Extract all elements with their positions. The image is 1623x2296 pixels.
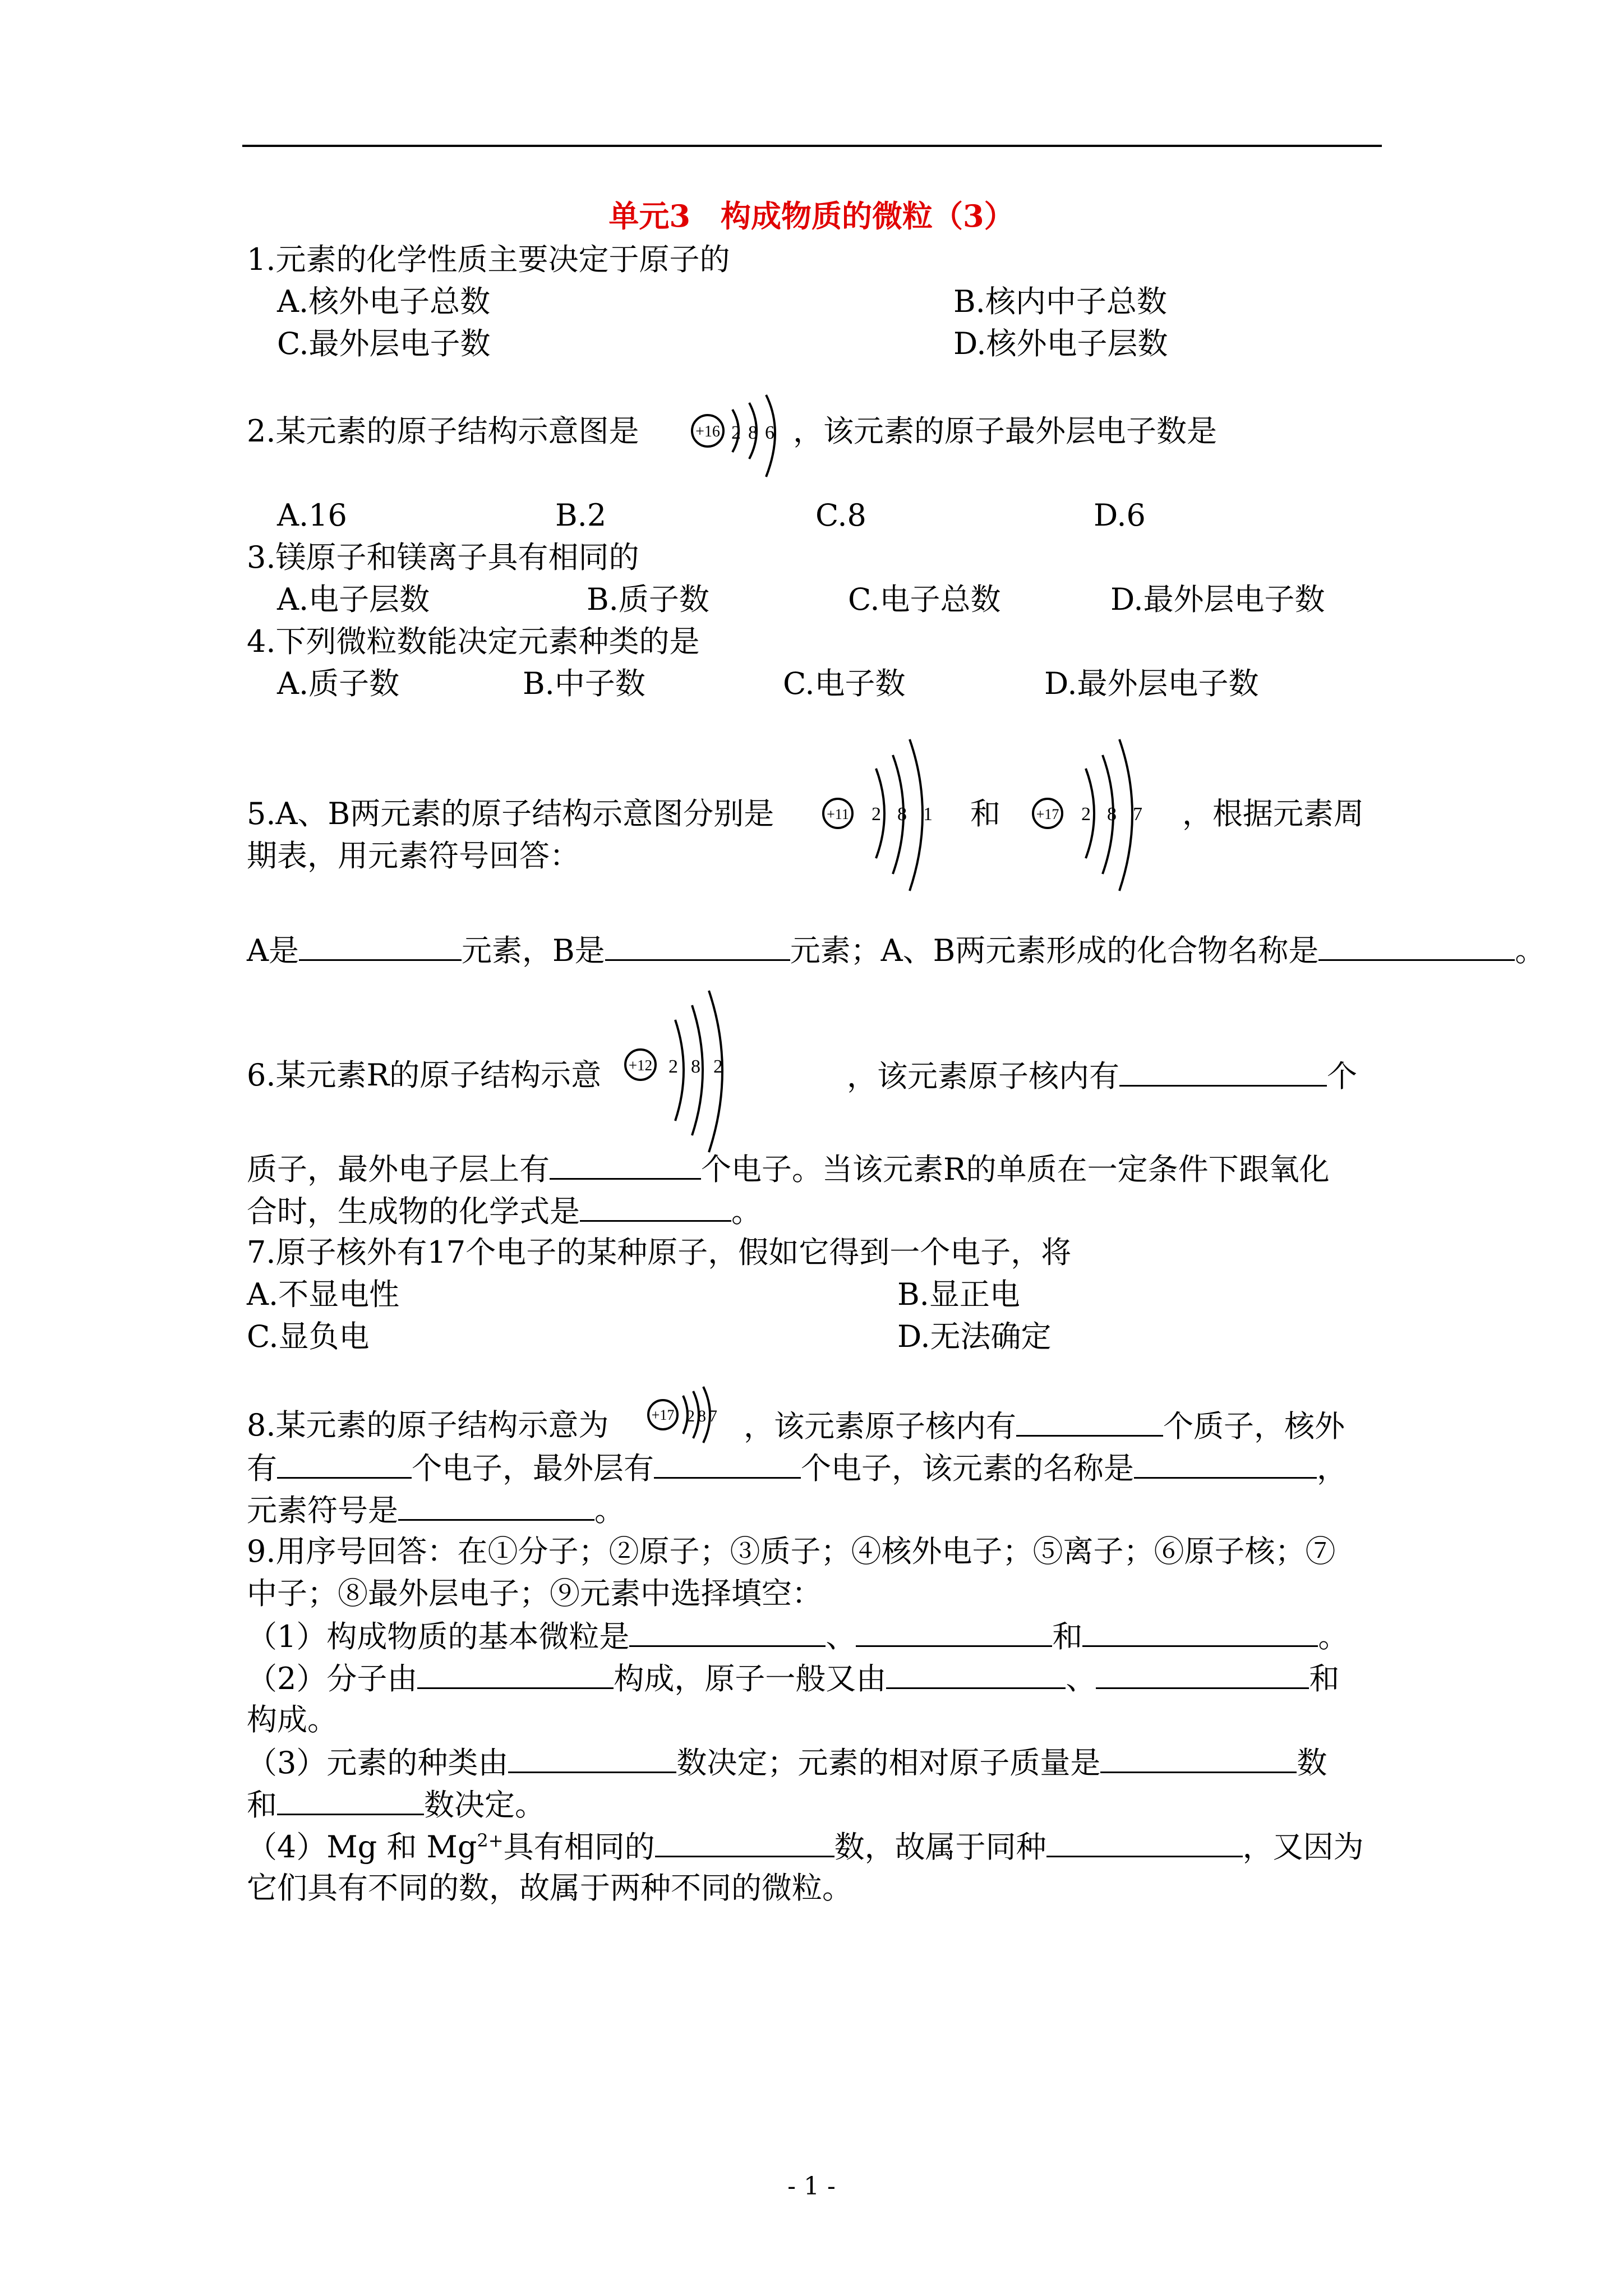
q9-stem-line1: 9.用序号回答：在①分子；②原子；③质子；④核外电子；⑤离子；⑥原子核；⑦	[247, 1534, 1336, 1569]
q9-sub4	[247, 1828, 1364, 1866]
q6-line2	[247, 1150, 1330, 1188]
q5a-shell-3: 1	[923, 804, 933, 825]
q5a-nucleus-label: +11	[827, 806, 849, 822]
q9-sub2-end: 和	[1309, 1661, 1340, 1696]
q7-option-d: D.无法确定	[897, 1319, 1052, 1354]
q9-sub4-text-1: （4）Mg 和 Mg	[247, 1829, 477, 1865]
q4-option-d: D.最外层电子数	[1044, 666, 1259, 701]
q9-sub1-blank-2[interactable]	[856, 1617, 1052, 1647]
q8-stem-middle	[744, 1407, 1345, 1445]
q5-blank-compound[interactable]	[1318, 931, 1515, 961]
q9-sub2-line2: 构成。	[247, 1702, 338, 1737]
q6-line2-text-1: 质子，最外电子层上有	[247, 1152, 550, 1187]
page-title: 单元3 构成物质的微粒（3）	[608, 198, 1015, 234]
q8-line3	[247, 1491, 625, 1529]
q8-shell-2: 8	[698, 1407, 706, 1425]
q8-shell-1: 2	[686, 1407, 695, 1425]
q1-stem: 1.元素的化学性质主要决定于原子的	[247, 242, 730, 277]
q5a-shell-2: 8	[897, 804, 907, 825]
page-number: - 1 -	[787, 2172, 836, 2201]
q5a-shell-1: 2	[872, 804, 881, 825]
q9-sub1-text: （1）构成物质的基本微粒是	[247, 1619, 630, 1654]
q7-stem: 7.原子核外有17个电子的某种原子，假如它得到一个电子，将	[247, 1235, 1072, 1270]
q1-option-c: C.最外层电子数	[277, 326, 491, 361]
q7-option-b: B.显正电	[897, 1277, 1020, 1312]
q5-atom-diagram-b	[1030, 735, 1159, 898]
q6-line2-text-2: 个电子。当该元素R的单质在一定条件下跟氧化	[701, 1152, 1330, 1187]
q9-sub4-text-3: 数，故属于同种	[834, 1829, 1046, 1865]
q8-blank-protons[interactable]	[1016, 1407, 1163, 1437]
header-rule	[242, 145, 1382, 147]
q5-answer-line	[247, 931, 1545, 969]
q6-blank-outer-electrons[interactable]	[550, 1150, 701, 1180]
q3-stem: 3.镁原子和镁离子具有相同的	[247, 540, 639, 575]
q6-stem-unit: 个	[1327, 1059, 1357, 1094]
q6-line3-text-1: 合时，生成物的化学式是	[247, 1194, 580, 1229]
q3-option-d: D.最外层电子数	[1110, 582, 1325, 617]
q2-option-b: B.2	[555, 498, 607, 533]
q9-sub2	[247, 1659, 1339, 1697]
q9-sub4-blank-2[interactable]	[1046, 1828, 1243, 1857]
q6-nucleus-label: +12	[628, 1057, 653, 1074]
q5-blank-a[interactable]	[299, 931, 462, 961]
q3-option-b: B.质子数	[587, 582, 709, 617]
q8-line2-text-4: ，	[1317, 1451, 1347, 1486]
q5b-shell-1: 2	[1081, 804, 1091, 825]
q9-sub3-line2	[247, 1786, 545, 1824]
q8-blank-outer-electrons[interactable]	[654, 1449, 801, 1479]
q6-line3-text-2: 。	[731, 1194, 762, 1229]
q9-sub4-text-4: ，又因为	[1242, 1829, 1364, 1865]
q5-answer-text-3: 元素；A、B两元素形成的化合物名称是	[790, 933, 1319, 968]
q1-option-a: A.核外电子总数	[277, 284, 491, 319]
q9-sub3-blank-1[interactable]	[508, 1743, 676, 1773]
q9-sub2-blank-1[interactable]	[417, 1659, 614, 1689]
q9-sub3-blank-2[interactable]	[1100, 1743, 1297, 1773]
q6-line3	[247, 1192, 762, 1230]
q5-stem-line2: 期表，用元素符号回答：	[247, 838, 580, 873]
q7-option-c: C.显负电	[247, 1319, 370, 1354]
q4-stem: 4.下列微粒数能决定元素种类的是	[247, 624, 700, 659]
q6-blank-formula[interactable]	[580, 1192, 731, 1222]
q9-sub1-sep-1: 、	[826, 1619, 856, 1654]
q9-sub3	[247, 1743, 1327, 1782]
q9-sub3-end: 数	[1297, 1745, 1327, 1780]
q5b-shell-3: 7	[1133, 804, 1142, 825]
q9-sub4-text-2: 具有相同的	[503, 1829, 655, 1865]
q9-sub2-text-1: （2）分子由	[247, 1661, 418, 1696]
q5-blank-b[interactable]	[605, 931, 790, 961]
q6-atom-diagram	[621, 988, 745, 1157]
q9-sub3-line2-text-1: 和	[247, 1787, 277, 1823]
q1-option-d: D.核外电子层数	[953, 326, 1168, 361]
q8-stem-start: 8.某元素的原子结构示意为	[247, 1407, 609, 1443]
q6-stem-end-text: ，该元素原子核内有	[847, 1059, 1119, 1094]
q8-blank-element-name[interactable]	[1134, 1449, 1317, 1479]
q9-stem-line2: 中子；⑧最外层电子；⑨元素中选择填空：	[247, 1576, 822, 1611]
q9-sub2-blank-3[interactable]	[1096, 1659, 1309, 1689]
q2-stem-start: 2.某元素的原子结构示意图是	[247, 413, 639, 449]
q9-sub3-text-1: （3）元素的种类由	[247, 1745, 509, 1780]
q9-sub2-sep: 、	[1066, 1661, 1096, 1696]
q9-sub4-charge: 2+	[477, 1830, 504, 1851]
q4-option-b: B.中子数	[523, 666, 645, 701]
q5b-shell-2: 8	[1107, 804, 1117, 825]
q9-sub1-end: 。	[1318, 1619, 1349, 1654]
q8-line2-text-2: 个电子，最外层有	[412, 1451, 654, 1486]
q2-atom-diagram	[689, 393, 790, 482]
q8-line2-text-1: 有	[247, 1451, 277, 1486]
q6-shell-2: 8	[691, 1056, 700, 1077]
q9-sub4-blank-1[interactable]	[655, 1828, 834, 1857]
q9-sub2-text-2: 构成，原子一般又由	[614, 1661, 887, 1696]
q2-shell-2: 8	[748, 422, 758, 443]
q9-sub3-line2-text-2: 数决定。	[424, 1787, 545, 1823]
q9-sub3-text-2: 数决定；元素的相对原子质量是	[676, 1745, 1101, 1780]
q2-option-d: D.6	[1094, 498, 1146, 533]
q2-shell-3: 6	[765, 422, 774, 443]
q5-answer-text-4: 。	[1515, 933, 1546, 968]
q5-answer-text-1: A是	[247, 933, 299, 968]
q9-sub1-blank-1[interactable]	[629, 1617, 826, 1647]
q9-sub1-blank-3[interactable]	[1082, 1617, 1318, 1647]
q8-line2	[247, 1449, 1347, 1487]
q9-sub1-sep-2: 和	[1052, 1619, 1083, 1654]
q3-option-a: A.电子层数	[277, 582, 430, 617]
q8-line3-text-1: 元素符号是	[247, 1493, 398, 1528]
q2-option-c: C.8	[815, 498, 866, 533]
q2-option-a: A.16	[277, 498, 347, 533]
q6-stem-start: 6.某元素R的原子结构示意	[247, 1057, 602, 1093]
q6-stem-middle	[847, 1057, 1357, 1095]
q2-stem-end: ，该元素的原子最外层电子数是	[793, 413, 1217, 449]
q9-sub4-line2: 它们具有不同的数，故属于两种不同的微粒。	[247, 1870, 852, 1906]
q5-and: 和	[970, 796, 1000, 831]
q8-shell-3: 7	[709, 1407, 717, 1425]
q8-line2-text-3: 个电子，该元素的名称是	[801, 1451, 1134, 1486]
q8-line3-text-2: 。	[594, 1493, 625, 1528]
q8-stem-text: ，该元素原子核内有	[744, 1409, 1016, 1444]
q8-atom-diagram	[645, 1383, 746, 1445]
q9-sub2-blank-2[interactable]	[886, 1659, 1066, 1689]
q5-stem-start: 5.A、B两元素的原子结构示意图分别是	[247, 796, 774, 831]
q5-stem-end: ，根据元素周	[1182, 796, 1364, 831]
q3-option-c: C.电子总数	[848, 582, 1001, 617]
q8-nucleus-label: +17	[651, 1407, 675, 1423]
q5b-nucleus-label: +17	[1036, 806, 1059, 822]
q6-blank-protons[interactable]	[1119, 1057, 1327, 1087]
q4-option-c: C.电子数	[783, 666, 906, 701]
q6-shell-1: 2	[668, 1056, 678, 1077]
q5-answer-text-2: 元素，B是	[462, 933, 605, 968]
q2-nucleus-label: +16	[695, 423, 720, 440]
q5-atom-diagram-a	[820, 735, 949, 898]
q8-stem-end-text: 个质子，核外	[1163, 1409, 1345, 1444]
q8-blank-symbol[interactable]	[398, 1491, 594, 1521]
q1-option-b: B.核内中子总数	[953, 284, 1167, 319]
q8-blank-electrons[interactable]	[277, 1449, 412, 1479]
q9-sub1	[247, 1617, 1348, 1655]
q9-sub3-blank-3[interactable]	[277, 1786, 424, 1815]
q7-option-a: A.不显电性	[247, 1277, 400, 1312]
q6-shell-3: 2	[713, 1056, 723, 1077]
q4-option-a: A.质子数	[277, 666, 400, 701]
q2-shell-1: 2	[731, 422, 741, 443]
